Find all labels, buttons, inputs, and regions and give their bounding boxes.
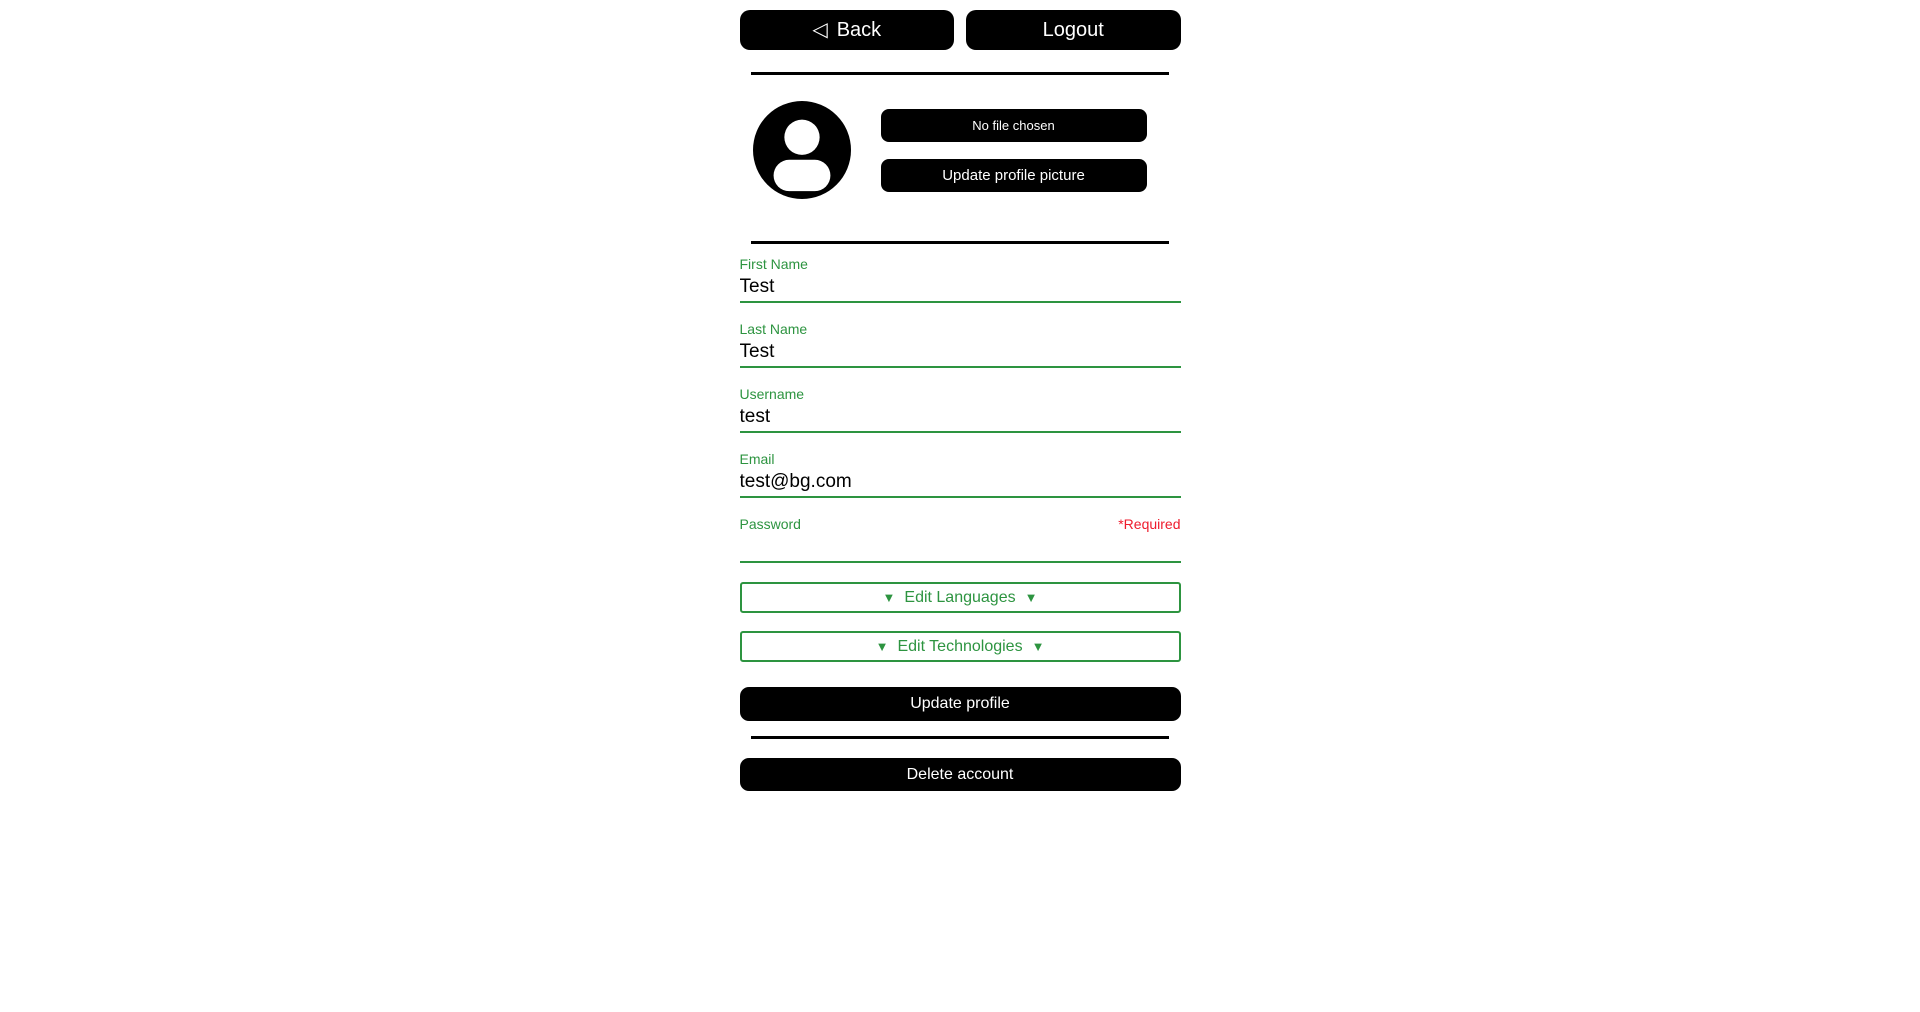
last-name-field	[740, 322, 1181, 368]
divider-form	[751, 241, 1170, 244]
update-profile-button[interactable]: Update profile	[740, 687, 1181, 721]
back-triangle-icon: ◁	[812, 19, 828, 41]
email-field	[740, 452, 1181, 498]
chevron-down-icon: ▼	[1031, 639, 1045, 654]
logout-button-label: Logout	[1042, 18, 1104, 41]
person-icon	[753, 101, 851, 199]
picture-buttons	[881, 109, 1147, 192]
email-label: Email	[739, 451, 775, 467]
password-input[interactable]	[740, 531, 1181, 559]
chevron-down-icon: ▼	[882, 590, 896, 605]
back-button-label: Back	[836, 18, 882, 41]
password-field	[740, 517, 1181, 563]
avatar	[753, 101, 851, 199]
chevron-down-icon: ▼	[875, 639, 889, 654]
first-name-label: First Name	[739, 256, 808, 272]
profile-editor	[740, 0, 1181, 791]
last-name-input[interactable]	[740, 336, 1181, 364]
username-field	[740, 387, 1181, 433]
chevron-down-icon: ▼	[1024, 590, 1038, 605]
password-required-note: *Required	[1118, 516, 1181, 532]
email-input[interactable]	[740, 466, 1181, 494]
delete-account-button[interactable]: Delete account	[740, 758, 1181, 791]
file-input-button[interactable]: No file chosen	[881, 109, 1147, 142]
profile-form	[740, 257, 1181, 721]
toolbar	[740, 10, 1181, 50]
back-button[interactable]	[740, 10, 955, 50]
password-label: Password	[739, 516, 801, 532]
update-picture-button[interactable]: Update profile picture	[881, 159, 1147, 192]
edit-languages-button[interactable]	[740, 582, 1181, 613]
profile-picture-section	[740, 101, 1181, 199]
username-input[interactable]	[740, 401, 1181, 429]
first-name-field	[740, 257, 1181, 303]
first-name-input[interactable]	[740, 271, 1181, 299]
logout-button[interactable]	[966, 10, 1181, 50]
divider-danger	[751, 736, 1170, 739]
divider-top	[751, 72, 1170, 75]
edit-technologies-button[interactable]	[740, 631, 1181, 662]
username-label: Username	[739, 386, 805, 402]
last-name-label: Last Name	[739, 321, 808, 337]
edit-technologies-label: Edit Technologies	[897, 637, 1023, 655]
edit-languages-label: Edit Languages	[904, 588, 1016, 606]
